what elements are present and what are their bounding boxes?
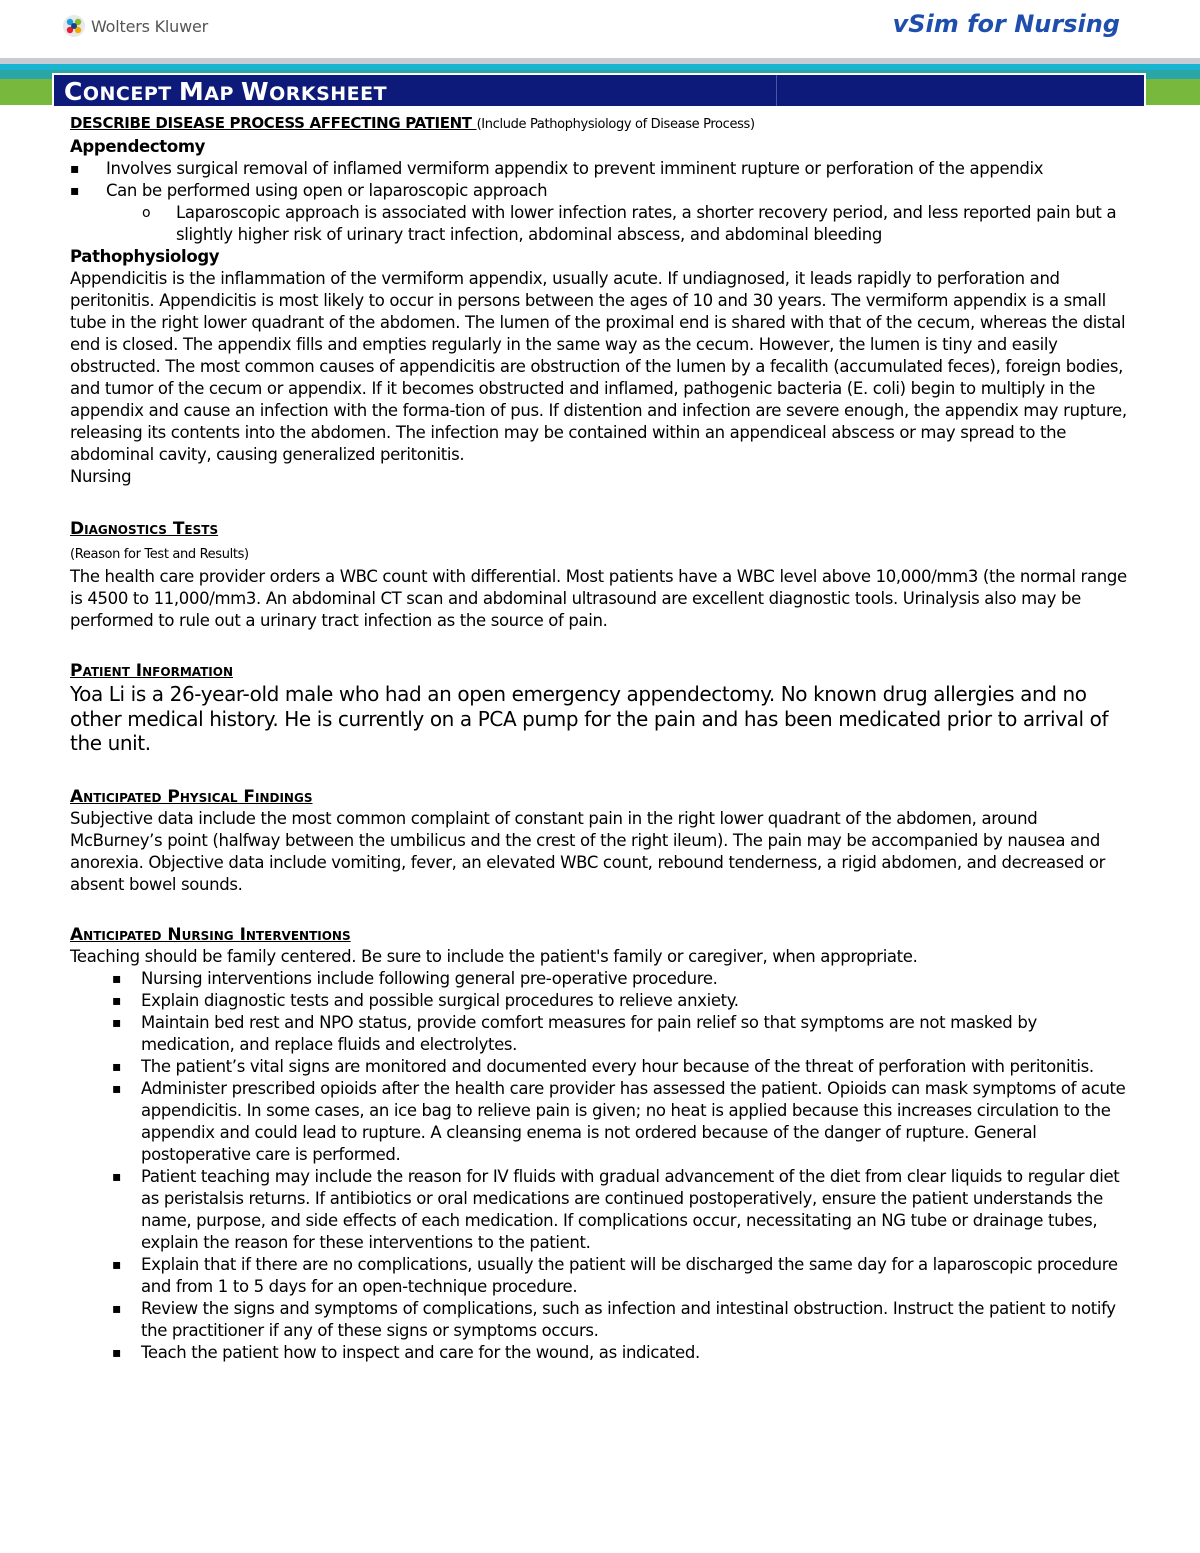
- list-item: ▪ Can be performed using open or laparoscopic approach: [70, 180, 1130, 202]
- worksheet-content: [70, 112, 1130, 1364]
- nursing-interventions-heading: Anticipated Nursing Interventions: [70, 924, 351, 945]
- disease-heading: DESCRIBE DISEASE PROCESS AFFECTING PATIENT: [70, 114, 477, 132]
- diagnostics-text: The health care provider orders a WBC count with differential. Most patients have a WBC level above 10,000/mm3 (the normal range is 4500 to 11,000/mm3. An abdominal CT scan and abdominal ultrasound are excellent diagnostic tools. Urinalysis also may be performed to rule out a urinary tract infection as the source of pain.: [70, 567, 1127, 630]
- appendectomy-title: Appendectomy: [70, 137, 206, 156]
- disease-heading-note: (Include Pathophysiology of Disease Process): [476, 117, 755, 132]
- interventions-intro: Teaching should be family centered. Be sure to include the patient's family or caregiver, when appropriate.: [70, 946, 918, 966]
- list-item: ▪ Patient teaching may include the reason for IV fluids with gradual advancement of the diet from clear liquids to regular diet as peristalsis returns. If antibiotics or oral medications are continued postoperatively, ensure the patient understands the name, purpose, and side effects of each medication. If complications occur, necessitating an NG tube or drainage tubes, explain the reason for these interventions to the patient.: [70, 1166, 1130, 1254]
- list-item: ▪ Teach the patient how to inspect and care for the wound, as indicated.: [70, 1342, 1130, 1364]
- title-cap-m: M: [178, 77, 205, 106]
- pathophysiology-title: Pathophysiology: [70, 247, 220, 266]
- title-rest-1: ONCEPT: [82, 83, 179, 105]
- interventions-list: [70, 968, 1130, 1364]
- worksheet-title-bar: [52, 73, 1146, 108]
- pathophysiology-text: Appendicitis is the inflammation of the vermiform appendix, usually acute. If undiagnosed, it leads rapidly to perforation and peritonitis. Appendicitis is most likely to occur in persons between the ages of 10 and 30 years. The vermiform appendix is a small tube in the right lower quadrant of the abdomen. The lumen of the proximal end is shared with that of the cecum, whereas the distal end is closed. The appendix fills and empties regularly in the same way as the cecum. However, the lumen is tiny and easily obstructed. The most common causes of appendicitis are obstruction of the lumen by a fecalith (accumulated feces), foreign bodies, and tumor of the cecum or appendix. If it becomes obstructed and inflamed, pathogenic bacteria (E. coli) begin to multiply in the appendix and cause an infection with the forma-tion of pus. If distention and infection are severe enough, the appendix may rupture, releasing its contents into the abdomen. The infection may be contained within an appendiceal abscess or may spread to the abdominal cavity, causing generalized peritonitis.: [70, 269, 1127, 464]
- list-item: ▪ The patient’s vital signs are monitored and documented every hour because of the threat of perforation with peritonitis.: [70, 1056, 1130, 1078]
- list-item: ▪ Nursing interventions include following general pre-operative procedure.: [70, 968, 1130, 990]
- diagnostics-heading: Diagnostics Tests: [70, 519, 219, 539]
- physical-findings-heading: Anticipated Physical Findings: [70, 786, 313, 807]
- list-item: ▪ Involves surgical removal of inflamed vermiform appendix to prevent imminent rupture or perforation of the appendix: [70, 158, 1130, 180]
- title-rest-3: ORKSHEET: [269, 83, 388, 105]
- list-item: ▪ Maintain bed rest and NPO status, provide comfort measures for pain relief so that symptoms are not masked by medication, and replace fluids and electrolytes.: [70, 1012, 1130, 1056]
- title-cap-w: W: [240, 77, 270, 106]
- brand-title: vSim for Nursing: [892, 10, 1120, 38]
- patient-info-text: Yoa Li is a 26-year-old male who had an open emergency appendectomy. No known drug allergies and no other medical history. He is currently on a PCA pump for the pain and has been medicated prior to arrival of the unit.: [70, 682, 1109, 755]
- wolters-kluwer-logo-icon: [62, 14, 86, 38]
- page-header: [0, 0, 1200, 56]
- title-rest-2: AP: [204, 83, 241, 105]
- wolters-kluwer-logo: [62, 14, 208, 38]
- worksheet-title: [64, 77, 387, 106]
- list-item: ▪ Explain that if there are no complications, usually the patient will be discharged the same day for a laparoscopic procedure and from 1 to 5 days for an open-technique procedure.: [70, 1254, 1130, 1298]
- nursing-label: Nursing: [70, 467, 132, 486]
- disease-heading-line: [70, 112, 1130, 136]
- list-item: ▪ Review the signs and symptoms of complications, such as infection and intestinal obstruction. Instruct the patient to notify the practitioner if any of these signs or symptoms occurs.: [70, 1298, 1130, 1342]
- logo-text: Wolters Kluwer: [91, 16, 209, 36]
- physical-findings-text: Subjective data include the most common complaint of constant pain in the right lower quadrant of the abdomen, around McBurney’s point (halfway between the umbilicus and the crest of the right ileum). The pain may be accompanied by nausea and anorexia. Objective data include vomiting, fever, an elevated WBC count, rebound tenderness, a rigid abdomen, and decreased or absent bowel sounds.: [70, 808, 1106, 894]
- sub-list-item: o Laparoscopic approach is associated with lower infection rates, a shorter recovery period, and less reported pain but a slightly higher risk of urinary tract infection, abdominal abscess, and abdominal bleeding: [70, 202, 1130, 246]
- appendectomy-list: [70, 158, 1130, 246]
- list-item: ▪ Explain diagnostic tests and possible surgical procedures to relieve anxiety.: [70, 990, 1130, 1012]
- list-item: ▪ Administer prescribed opioids after the health care provider has assessed the patient. Opioids can mask symptoms of acute appendicitis. In some cases, an ice bag to relieve pain is given; no heat is applied because this increases circulation to the appendix and could lead to rupture. A cleansing enema is not ordered because of the danger of rupture. General postoperative care is performed.: [70, 1078, 1130, 1166]
- patient-info-heading: Patient Information: [70, 661, 234, 681]
- diagnostics-note: (Reason for Test and Results): [70, 547, 249, 562]
- title-cap-c: C: [64, 77, 83, 106]
- title-divider: [776, 75, 777, 106]
